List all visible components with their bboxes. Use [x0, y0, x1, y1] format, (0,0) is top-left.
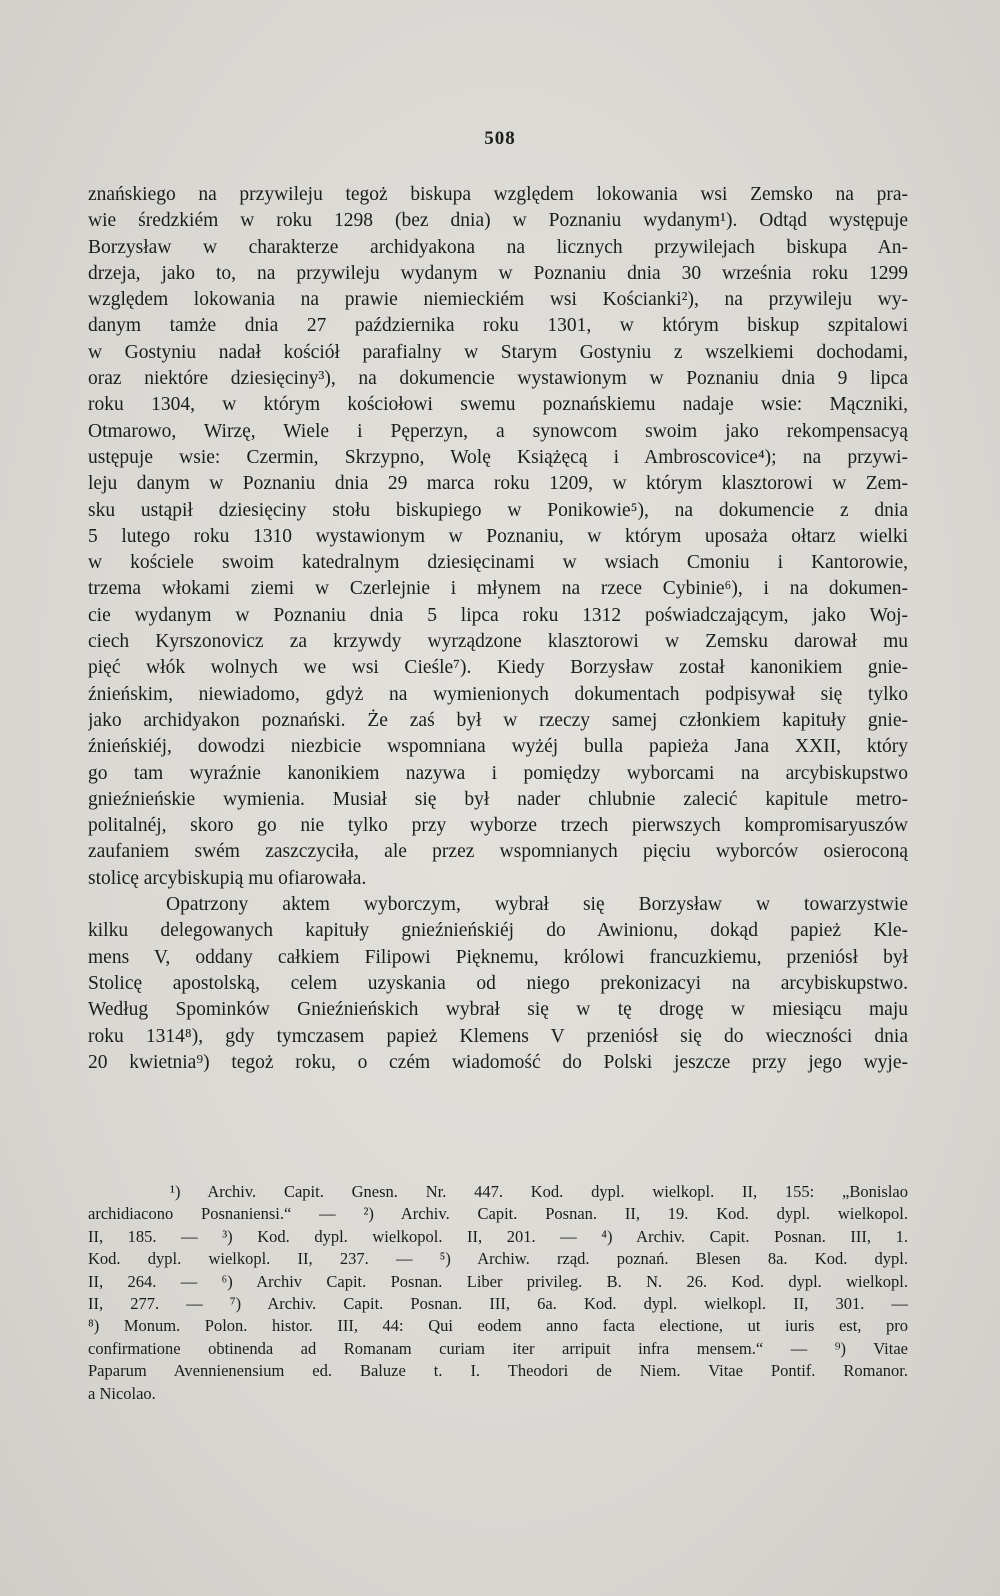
text-line: roku 1314⁸), gdy tymczasem papież Klemens V przeniósł się do wieczności dnia: [88, 1025, 908, 1047]
text-line: politalnéj, skoro go nie tylko przy wyborze trzech pierwszych kompromisaryuszów: [88, 815, 908, 837]
text-line: w Gostyniu nadał kościół parafialny w Starym Gostyniu z wszelkiemi dochodami,: [88, 341, 908, 363]
text-line: Stolicę apostolską, celem uzyskania od niego prekonizacyi na arcybiskupstwo.: [88, 972, 908, 994]
text-line: zaufaniem swém zaszczyciła, ale przez wspomnianych pięciu wyborców osieroconą: [88, 841, 908, 863]
text-line: leju danym w Poznaniu dnia 29 marca roku 1209, w którym klasztorowi w Zem-: [88, 473, 908, 495]
text-line: w kościele swoim katedralnym dziesięcinami w wsiach Cmoniu i Kantorowie,: [88, 552, 908, 574]
text-line: Otmarowo, Wirzę, Wiele i Pęperzyn, a synowcom swoim jako rekompensacyą: [88, 420, 908, 442]
text-line: oraz niektóre dziesięciny³), na dokumencie wystawionym w Poznaniu dnia 9 lipca: [88, 368, 908, 390]
text-line: 20 kwietnia⁹) tegoż roku, o czém wiadomość do Polski jeszcze przy jego wyje-: [88, 1051, 908, 1073]
text-line: roku 1304, w którym kościołowi swemu poznańskiemu nadaje wsie: Mączniki,: [88, 394, 908, 416]
footnote-line: archidiacono Posnaniensi.“ — ²) Archiv. Capit. Posnan. II, 19. Kod. dypl. wielkopol.: [88, 1204, 908, 1224]
text-line: znańskiego na przywileju tegoż biskupa względem lokowania wsi Zemsko na pra-: [88, 184, 908, 205]
footnote-line: Paparum Avennienensium ed. Baluze t. I. Theodori de Niem. Vitae Pontif. Romanor.: [88, 1361, 908, 1381]
main-text: [88, 182, 908, 1076]
text-line: Według Spominków Gnieźnieńskich wybrał się w tę drogę w miesiącu maju: [88, 999, 908, 1021]
text-line: gnieźnieńskie wymienia. Musiał się był nader chlubnie zalecić kapitule metro-: [88, 788, 908, 810]
text-line: mens V, oddany całkiem Filipowi Pięknemu, królowi francuzkiemu, przeniósł był: [88, 946, 908, 968]
footnote-line: a Nicolao.: [88, 1383, 156, 1403]
footnotes: [88, 1181, 908, 1405]
text-line: jako archidyakon poznański. Że zaś był w rzeczy samej członkiem kapituły gnie-: [88, 709, 908, 731]
text-line: Opatrzony aktem wyborczym, wybrał się Borzysław w towarzystwie: [166, 894, 908, 916]
text-line: kilku delegowanych kapituły gnieźnieńskiéj do Awinionu, dokąd papież Kle-: [88, 920, 908, 942]
footnote-line: ⁸) Monum. Polon. histor. III, 44: Qui eodem anno facta electione, ut iuris est, pro: [88, 1316, 908, 1336]
footnote-line: Kod. dypl. wielkopl. II, 237. — ⁵) Archiw. rząd. poznań. Blesen 8a. Kod. dypl.: [88, 1249, 908, 1269]
text-line: go tam wyraźnie kanonikiem nazywa i pomiędzy wyborcami na arcybiskupstwo: [88, 762, 908, 784]
text-line: ustępuje wsie: Czermin, Skrzypno, Wolę Książęcą i Ambroscovice⁴); na przywi-: [88, 446, 908, 468]
text-line: źnieńskiéj, dowodzi niezbicie wspomniana wyżéj bulla papieża Jana XXII, który: [88, 736, 908, 758]
text-line: danym tamże dnia 27 października roku 1301, w którym biskup szpitalowi: [88, 315, 908, 337]
text-line: pięć włók wolnych we wsi Cieśle⁷). Kiedy Borzysław został kanonikiem gnie-: [88, 657, 908, 679]
text-line: źnieńskim, niewiadomo, gdyż na wymienionych dokumentach podpisywał się tylko: [88, 683, 908, 705]
page-number: 508: [484, 128, 516, 149]
text-line: względem lokowania na prawie niemieckiém wsi Kościanki²), na przywileju wy-: [88, 289, 908, 311]
text-line: trzema włokami ziemi w Czerlejnie i młynem na rzece Cybinie⁶), i na dokumen-: [88, 578, 908, 600]
text-line: drzeja, jako to, na przywileju wydanym w Poznaniu dnia 30 września roku 1299: [88, 262, 908, 284]
footnote-line: II, 185. — ³) Kod. dypl. wielkopol. II, 201. — ⁴) Archiv. Capit. Posnan. III, 1.: [88, 1226, 908, 1246]
footnote-line: confirmatione obtinenda ad Romanam curiam iter arripuit infra mensem.“ — ⁹) Vitae: [88, 1338, 908, 1358]
footnote-line: II, 264. — ⁶) Archiv Capit. Posnan. Liber privileg. B. N. 26. Kod. dypl. wielkopl.: [88, 1271, 908, 1291]
text-line: sku ustąpił dziesięciny stołu biskupiego w Ponikowie⁵), na dokumencie z dnia: [88, 499, 908, 521]
text-line: ciech Kyrszonovicz za krzywdy wyrządzone klasztorowi w Zemsku darował mu: [88, 631, 908, 653]
text-line: wie średzkiém w roku 1298 (bez dnia) w Poznaniu wydanym¹). Odtąd występuje: [88, 210, 908, 232]
text-line: cie wydanym w Poznaniu dnia 5 lipca roku 1312 poświadczającym, jako Woj-: [88, 604, 908, 626]
footnote-line: II, 277. — ⁷) Archiv. Capit. Posnan. III, 6a. Kod. dypl. wielkopl. II, 301. —: [88, 1293, 908, 1313]
text-line: Borzysław w charakterze archidyakona na licznych przywilejach biskupa An-: [88, 236, 908, 258]
footnote-line: ¹) Archiv. Capit. Gnesn. Nr. 447. Kod. dypl. wielkopl. II, 155: „Bonislao: [170, 1182, 908, 1201]
text-line: stolicę arcybiskupią mu ofiarowała.: [88, 867, 367, 889]
text-line: 5 lutego roku 1310 wystawionym w Poznaniu, w którym uposaża ołtarz wielki: [88, 525, 908, 547]
